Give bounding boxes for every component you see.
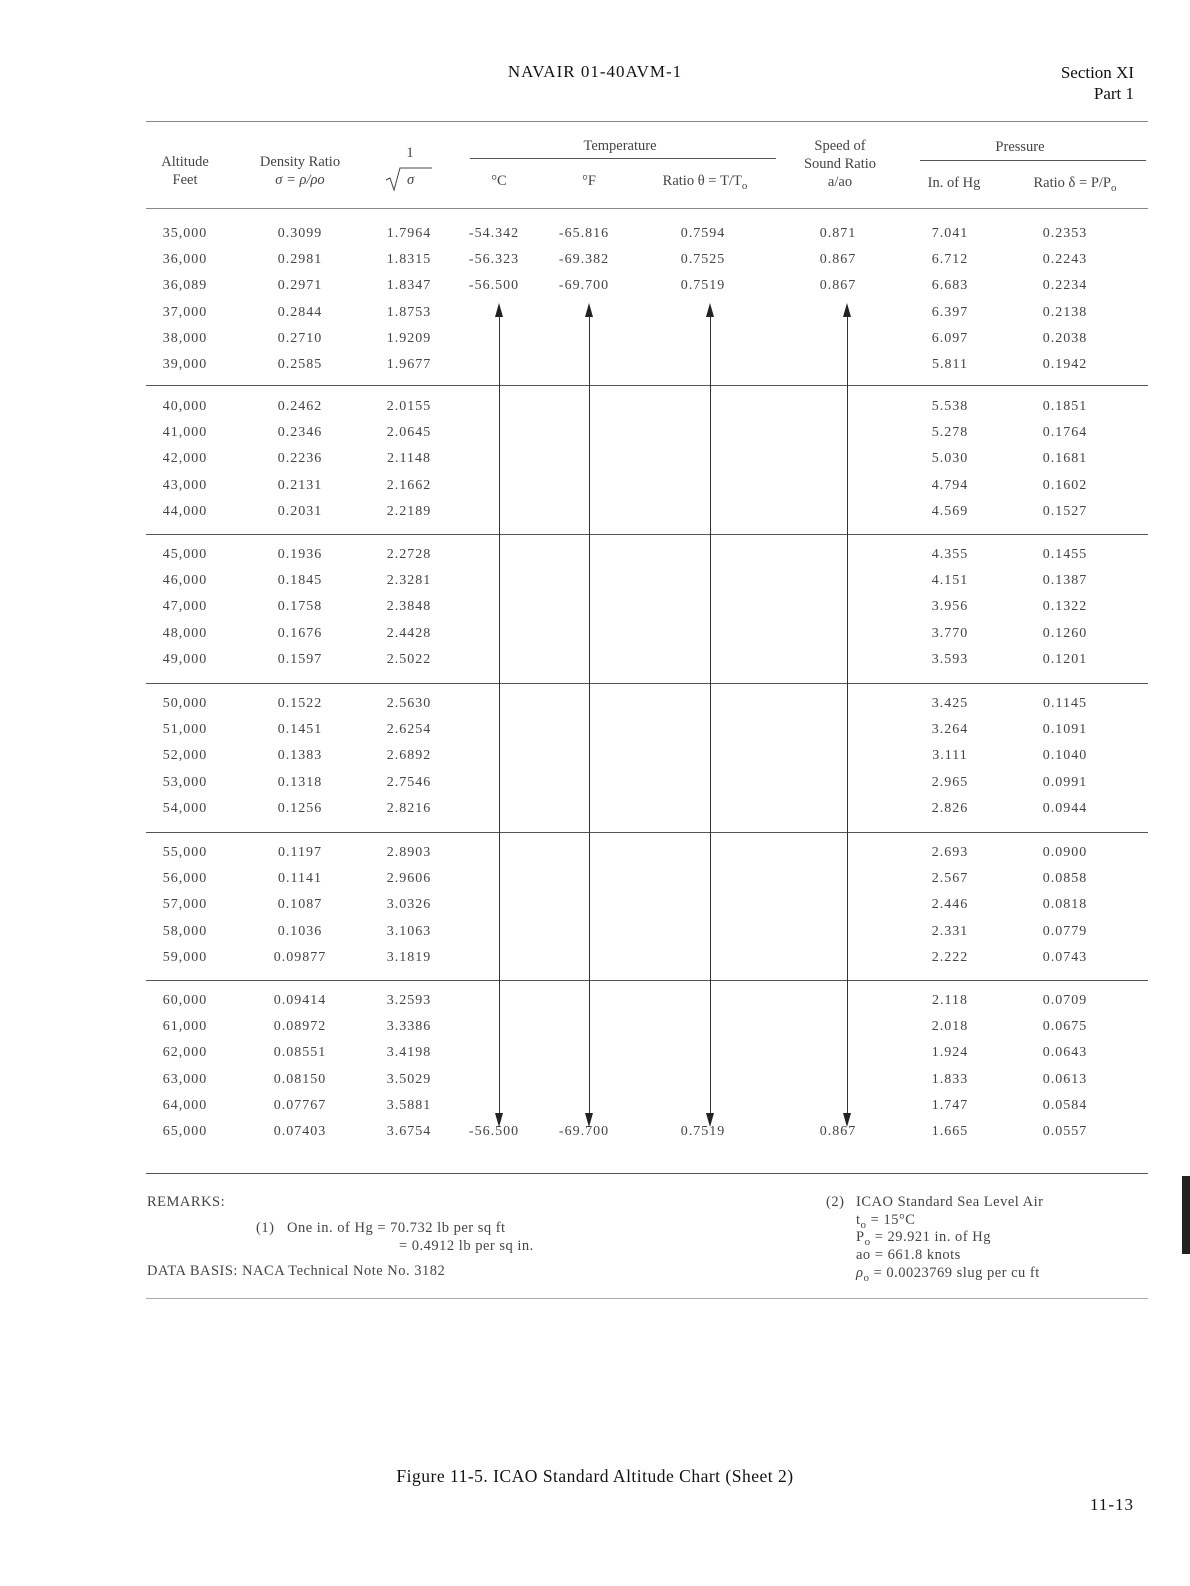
density-ratio-cell: 0.2710 — [277, 330, 323, 346]
pressure-ratio-cell: 0.2038 — [1042, 330, 1088, 346]
altitude-cell: 53,000 — [162, 774, 208, 790]
inverse-sqrt-density-cell: 1.9209 — [386, 330, 432, 346]
temperature-ratio-cell: 0.7525 — [680, 252, 726, 268]
inverse-sqrt-density-cell: 2.8903 — [386, 845, 432, 860]
density-ratio-cell: 0.2236 — [277, 451, 323, 467]
altitude-cell: 60,000 — [162, 993, 208, 1008]
density-ratio-cell: 0.1197 — [278, 845, 322, 860]
altitude-cell: 57,000 — [162, 897, 208, 913]
pressure-hg-cell: 3.111 — [932, 748, 968, 764]
col-header-temp-ratio: Ratio $\theta = T/T_o$ — [662, 173, 748, 192]
inverse-sqrt-density-cell: 2.9606 — [386, 871, 432, 887]
altitude-cell: 61,000 — [162, 1019, 208, 1035]
part-number: Part 1 — [1093, 84, 1134, 103]
temperature-c-cell: -56.323 — [468, 252, 520, 268]
density-ratio-cell: 0.08150 — [273, 1071, 327, 1087]
inverse-sqrt-density-cell: 2.6254 — [386, 722, 432, 738]
pressure-hg-cell: 4.794 — [931, 477, 969, 493]
inverse-sqrt-density-cell: 3.3386 — [386, 1019, 432, 1035]
temp-ratio-constant-line — [710, 316, 711, 1114]
inverse-sqrt-density-cell: 3.5881 — [386, 1097, 432, 1113]
speed-of-sound-arrow-down-icon — [843, 1113, 851, 1127]
pressure-ratio-cell: 0.0709 — [1042, 993, 1088, 1008]
pressure-hg-cell: 7.041 — [931, 226, 969, 241]
pressure-ratio-cell: 0.1527 — [1042, 503, 1088, 519]
temperature-f-cell: -69.700 — [558, 1124, 610, 1139]
inverse-sqrt-density-cell: 2.4428 — [386, 625, 432, 641]
altitude-cell: 44,000 — [162, 503, 208, 519]
page-number: 11-13 — [1089, 1495, 1134, 1514]
remark-2-title: ICAO Standard Sea Level Air — [856, 1194, 1044, 1210]
temperature-f-cell: -69.382 — [558, 252, 610, 268]
sea-level-speed-of-sound: ao = 661.8 knots — [856, 1247, 961, 1263]
group-separator-rule — [146, 385, 1148, 386]
inverse-sqrt-density-cell: 2.3281 — [386, 573, 432, 589]
altitude-cell: 41,000 — [162, 425, 208, 441]
altitude-cell: 52,000 — [162, 748, 208, 764]
altitude-cell: 36,000 — [162, 252, 208, 268]
temp-c-arrow-up-icon — [495, 303, 503, 317]
altitude-cell: 38,000 — [162, 330, 208, 346]
density-ratio-cell: 0.1845 — [277, 573, 323, 589]
pressure-hg-cell: 5.538 — [931, 399, 969, 414]
density-ratio-cell: 0.07403 — [273, 1124, 327, 1139]
density-ratio-cell: 0.2031 — [277, 503, 323, 519]
pressure-ratio-cell: 0.1201 — [1042, 651, 1088, 667]
pressure-ratio-cell: 0.1040 — [1042, 748, 1088, 764]
inverse-sqrt-density-cell: 1.7964 — [386, 226, 432, 241]
temperature-c-cell: -54.342 — [468, 226, 520, 241]
pressure-hg-cell: 2.965 — [931, 774, 969, 790]
speed-of-sound-constant-line — [847, 316, 848, 1114]
density-ratio-cell: 0.2971 — [277, 278, 323, 294]
section-number: Section XI — [1060, 63, 1134, 82]
pressure-ratio-cell: 0.0643 — [1042, 1045, 1088, 1061]
temperature-f-cell: -65.816 — [558, 226, 610, 241]
speed-of-sound-arrow-up-icon — [843, 303, 851, 317]
density-ratio-cell: 0.09877 — [273, 949, 327, 965]
temp-f-arrow-down-icon — [585, 1113, 593, 1127]
temp-c-constant-line — [499, 316, 500, 1114]
pressure-hg-cell: 5.278 — [931, 425, 969, 441]
pressure-hg-cell: 1.833 — [931, 1071, 969, 1087]
density-ratio-cell: 0.3099 — [277, 226, 323, 241]
pressure-hg-cell: 2.222 — [931, 949, 969, 965]
pressure-ratio-cell: 0.2243 — [1042, 252, 1088, 268]
remarks-label: REMARKS: — [147, 1194, 226, 1210]
altitude-cell: 59,000 — [162, 949, 208, 965]
pressure-ratio-cell: 0.0557 — [1042, 1124, 1088, 1139]
inverse-sqrt-density-cell: 2.2728 — [386, 547, 432, 562]
col-header-temperature-group: Temperature — [583, 138, 657, 154]
altitude-cell: 64,000 — [162, 1097, 208, 1113]
pressure-ratio-cell: 0.0900 — [1042, 845, 1088, 860]
pressure-hg-cell: 3.425 — [931, 696, 969, 711]
temperature-f-cell: -69.700 — [558, 278, 610, 294]
temperature-c-cell: -56.500 — [468, 1124, 520, 1139]
inverse-sqrt-density-cell: 2.7546 — [386, 774, 432, 790]
data-basis-note: DATA BASIS: NACA Technical Note No. 3182 — [147, 1263, 446, 1279]
density-ratio-cell: 0.1936 — [277, 547, 323, 562]
pressure-ratio-cell: 0.1851 — [1042, 399, 1088, 414]
pressure-ratio-cell: 0.1681 — [1042, 451, 1088, 467]
table-bottom-rule — [146, 1173, 1148, 1174]
inverse-sqrt-density-cell: 2.5630 — [386, 696, 432, 711]
pressure-ratio-cell: 0.0818 — [1042, 897, 1088, 913]
pressure-hg-cell: 2.567 — [931, 871, 969, 887]
altitude-cell: 51,000 — [162, 722, 208, 738]
altitude-cell: 42,000 — [162, 451, 208, 467]
density-ratio-cell: 0.1383 — [277, 748, 323, 764]
group-separator-rule — [146, 832, 1148, 833]
pressure-hg-cell: 4.355 — [931, 547, 969, 562]
pressure-ratio-cell: 0.1764 — [1042, 425, 1088, 441]
density-ratio-cell: 0.1676 — [277, 625, 323, 641]
altitude-cell: 43,000 — [162, 477, 208, 493]
altitude-cell: 50,000 — [162, 696, 208, 711]
inverse-sqrt-density-cell: 2.5022 — [386, 651, 432, 667]
altitude-cell: 48,000 — [162, 625, 208, 641]
remark-1-line-2: = 0.4912 lb per sq in. — [399, 1238, 534, 1254]
pressure-hg-cell: 6.683 — [931, 278, 969, 294]
altitude-cell: 37,000 — [162, 304, 208, 320]
col-header-altitude: Altitude Feet — [161, 154, 209, 188]
pressure-ratio-cell: 0.1091 — [1042, 722, 1088, 738]
inverse-sqrt-density-cell: 2.0645 — [386, 425, 432, 441]
pressure-ratio-cell: 0.0779 — [1042, 923, 1088, 939]
pressure-ratio-cell: 0.1455 — [1042, 547, 1088, 562]
density-ratio-cell: 0.1318 — [277, 774, 323, 790]
inverse-sqrt-density-cell: 2.1662 — [386, 477, 432, 493]
col-header-temp-f: °F — [582, 173, 596, 189]
col-header-speed-of-sound: Speed of Sound Ratio a/ao — [803, 138, 877, 190]
remark-1-line-1: One in. of Hg = 70.732 lb per sq ft — [287, 1220, 506, 1236]
density-ratio-cell: 0.1451 — [277, 722, 323, 738]
altitude-cell: 58,000 — [162, 923, 208, 939]
inverse-sqrt-density-cell: 2.8216 — [386, 800, 432, 816]
pressure-hg-cell: 3.264 — [931, 722, 969, 738]
density-ratio-cell: 0.2981 — [277, 252, 323, 268]
pressure-group-rule — [920, 160, 1146, 161]
altitude-cell: 36,089 — [162, 278, 208, 294]
pressure-ratio-cell: 0.1942 — [1042, 357, 1088, 372]
temperature-ratio-cell: 0.7519 — [680, 278, 726, 294]
pressure-ratio-cell: 0.1322 — [1042, 599, 1088, 615]
temperature-ratio-cell: 0.7594 — [680, 226, 726, 241]
inverse-sqrt-density-cell: 3.4198 — [386, 1045, 432, 1061]
pressure-ratio-cell: 0.0991 — [1042, 774, 1088, 790]
pressure-ratio-cell: 0.1387 — [1042, 573, 1088, 589]
col-header-pressure-group: Pressure — [995, 139, 1045, 155]
density-ratio-cell: 0.2462 — [277, 399, 323, 414]
pressure-hg-cell: 1.665 — [931, 1124, 969, 1139]
pressure-hg-cell: 1.747 — [931, 1097, 969, 1113]
density-ratio-cell: 0.1256 — [277, 800, 323, 816]
inverse-sqrt-density-cell: 3.5029 — [386, 1071, 432, 1087]
pressure-hg-cell: 2.018 — [931, 1019, 969, 1035]
pressure-hg-cell: 3.956 — [931, 599, 969, 615]
sea-level-pressure: $P_o = 29.921$ in. of Hg — [856, 1229, 991, 1248]
section-label — [1061, 62, 1134, 104]
col-header-press-ratio: Ratio $\delta = P/P_o$ — [1033, 175, 1117, 194]
pressure-ratio-cell: 0.2353 — [1042, 226, 1088, 241]
altitude-cell: 65,000 — [162, 1124, 208, 1139]
temp-f-arrow-up-icon — [585, 303, 593, 317]
density-ratio-cell: 0.1141 — [278, 871, 322, 887]
pressure-hg-cell: 2.826 — [931, 800, 969, 816]
inverse-sqrt-density-cell: 2.6892 — [386, 748, 432, 764]
inverse-sqrt-density-cell: 2.3848 — [386, 599, 432, 615]
col-header-press-hg: In. of Hg — [927, 175, 981, 191]
density-ratio-cell: 0.2346 — [277, 425, 323, 441]
group-separator-rule — [146, 683, 1148, 684]
density-ratio-cell: 0.08972 — [273, 1019, 327, 1035]
pressure-hg-cell: 6.397 — [931, 304, 969, 320]
altitude-cell: 39,000 — [162, 357, 208, 372]
pressure-ratio-cell: 0.0613 — [1042, 1071, 1088, 1087]
pressure-hg-cell: 5.030 — [931, 451, 969, 467]
document-id: NAVAIR 01-40AVM-1 — [507, 62, 683, 81]
top-rule — [146, 121, 1148, 122]
pressure-ratio-cell: 0.0584 — [1042, 1097, 1088, 1113]
density-ratio-cell: 0.2131 — [277, 477, 323, 493]
sea-level-density: $\rho_o = 0.0023769$ slug per cu ft — [856, 1265, 1040, 1284]
pressure-ratio-cell: 0.2138 — [1042, 304, 1088, 320]
altitude-cell: 63,000 — [162, 1071, 208, 1087]
pressure-hg-cell: 5.811 — [932, 357, 968, 372]
inverse-sqrt-density-cell: 3.6754 — [386, 1124, 432, 1139]
col-header-density: Density Ratio σ = ρ/ρo — [259, 154, 341, 188]
altitude-cell: 55,000 — [162, 845, 208, 860]
pressure-ratio-cell: 0.1145 — [1043, 696, 1087, 711]
speed-of-sound-ratio-cell: 0.867 — [819, 1124, 857, 1139]
density-ratio-cell: 0.2844 — [277, 304, 323, 320]
pressure-ratio-cell: 0.2234 — [1042, 278, 1088, 294]
altitude-cell: 46,000 — [162, 573, 208, 589]
temperature-group-rule — [470, 158, 776, 159]
pressure-hg-cell: 6.097 — [931, 330, 969, 346]
change-bar-mark — [1182, 1176, 1190, 1254]
density-ratio-cell: 0.1758 — [277, 599, 323, 615]
inverse-sqrt-density-cell: 3.2593 — [386, 993, 432, 1008]
speed-of-sound-ratio-cell: 0.867 — [819, 252, 857, 268]
altitude-cell: 54,000 — [162, 800, 208, 816]
pressure-hg-cell: 6.712 — [931, 252, 969, 268]
inverse-sqrt-density-cell: 1.8753 — [386, 304, 432, 320]
density-ratio-cell: 0.08551 — [273, 1045, 327, 1061]
temp-c-arrow-down-icon — [495, 1113, 503, 1127]
altitude-cell: 35,000 — [162, 226, 208, 241]
sea-level-temperature: $t_o = 15^\circ C$ — [856, 1212, 916, 1231]
temp-f-constant-line — [589, 316, 590, 1114]
density-ratio-cell: 0.1036 — [277, 923, 323, 939]
inverse-sqrt-density-cell: 2.0155 — [386, 399, 432, 414]
density-ratio-cell: 0.1597 — [277, 651, 323, 667]
pressure-ratio-cell: 0.0743 — [1042, 949, 1088, 965]
density-ratio-cell: 0.09414 — [273, 993, 327, 1008]
pressure-hg-cell: 4.569 — [931, 503, 969, 519]
temperature-c-cell: -56.500 — [468, 278, 520, 294]
temp-ratio-arrow-up-icon — [706, 303, 714, 317]
remark-1-number: (1) — [256, 1220, 275, 1236]
speed-of-sound-ratio-cell: 0.871 — [819, 226, 857, 241]
header-bottom-rule — [146, 208, 1148, 209]
group-separator-rule — [146, 534, 1148, 535]
altitude-cell: 40,000 — [162, 399, 208, 414]
density-ratio-cell: 0.2585 — [277, 357, 323, 372]
pressure-hg-cell: 1.924 — [931, 1045, 969, 1061]
altitude-cell: 62,000 — [162, 1045, 208, 1061]
inverse-sqrt-density-cell: 3.1819 — [386, 949, 432, 965]
pressure-hg-cell: 2.331 — [931, 923, 969, 939]
pressure-hg-cell: 4.151 — [931, 573, 969, 589]
col-header-inverse-sqrt: 1 σ — [380, 144, 440, 192]
altitude-cell: 49,000 — [162, 651, 208, 667]
pressure-hg-cell: 2.118 — [932, 993, 968, 1008]
pressure-ratio-cell: 0.0944 — [1042, 800, 1088, 816]
altitude-cell: 45,000 — [162, 547, 208, 562]
speed-of-sound-ratio-cell: 0.867 — [819, 278, 857, 294]
inverse-sqrt-density-cell: 2.1148 — [387, 451, 431, 467]
pressure-hg-cell: 2.693 — [931, 845, 969, 860]
pressure-ratio-cell: 0.0675 — [1042, 1019, 1088, 1035]
pressure-ratio-cell: 0.1602 — [1042, 477, 1088, 493]
pressure-hg-cell: 3.770 — [931, 625, 969, 641]
pressure-ratio-cell: 0.1260 — [1042, 625, 1088, 641]
pressure-ratio-cell: 0.0858 — [1042, 871, 1088, 887]
inverse-sqrt-density-cell: 3.0326 — [386, 897, 432, 913]
figure-caption: Figure 11-5. ICAO Standard Altitude Chart (Sheet 2) — [396, 1466, 794, 1486]
inverse-sqrt-density-cell: 1.8315 — [386, 252, 432, 268]
inverse-sqrt-density-cell: 3.1063 — [386, 923, 432, 939]
density-ratio-cell: 0.07767 — [273, 1097, 327, 1113]
pressure-hg-cell: 2.446 — [931, 897, 969, 913]
inverse-sqrt-density-cell: 2.2189 — [386, 503, 432, 519]
inverse-sqrt-density-cell: 1.8347 — [386, 278, 432, 294]
altitude-cell: 47,000 — [162, 599, 208, 615]
inverse-sqrt-density-cell: 1.9677 — [386, 357, 432, 372]
altitude-cell: 56,000 — [162, 871, 208, 887]
group-separator-rule — [146, 980, 1148, 981]
pressure-hg-cell: 3.593 — [931, 651, 969, 667]
density-ratio-cell: 0.1522 — [277, 696, 323, 711]
col-header-temp-c: °C — [491, 173, 507, 189]
remarks-bottom-rule — [146, 1298, 1148, 1299]
remark-2-number: (2) — [826, 1194, 845, 1210]
density-ratio-cell: 0.1087 — [277, 897, 323, 913]
temp-ratio-arrow-down-icon — [706, 1113, 714, 1127]
temperature-ratio-cell: 0.7519 — [680, 1124, 726, 1139]
